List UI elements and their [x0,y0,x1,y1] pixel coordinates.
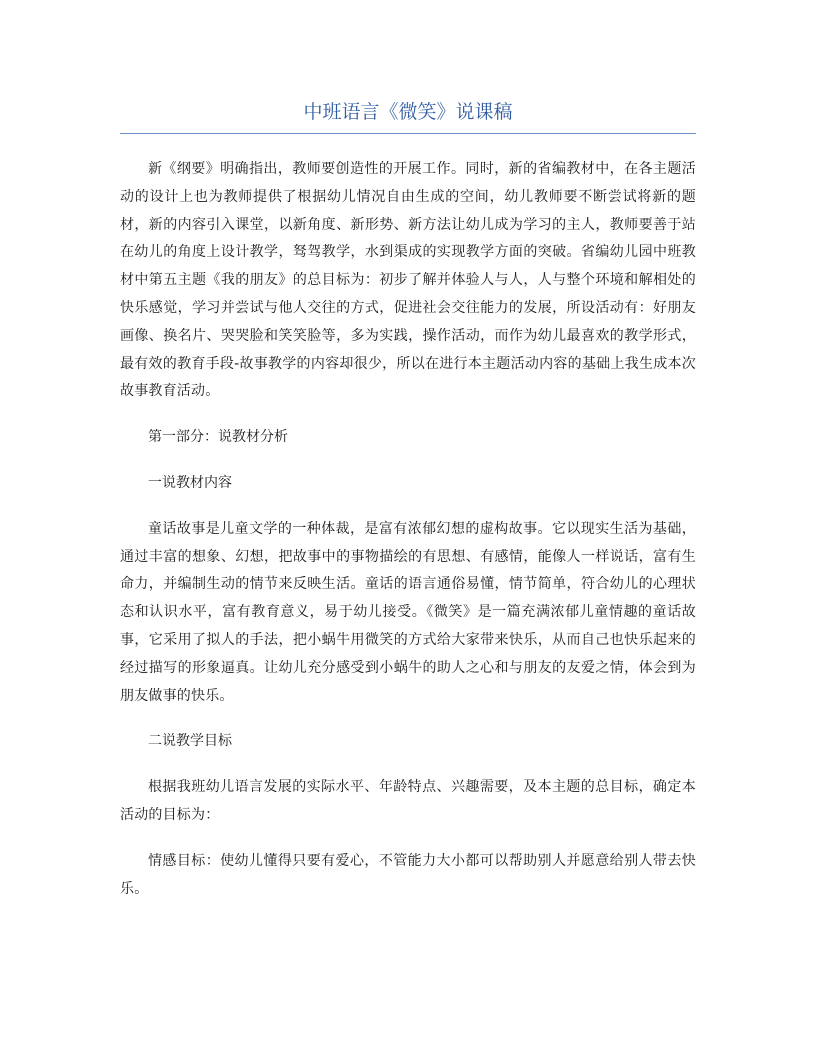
subheading-teaching-goals: 二说教学目标 [148,733,232,750]
section-heading-part-one: 第一部分：说教材分析 [148,429,288,446]
intro-paragraph: 新《纲要》明确指出，教师要创造性的开展工作。同时，新的省编教材中，在各主题活动的设计上也为教师提供了根据幼儿情况自由生成的空间，幼儿教师要不断尝试将新的题材，新的内容引入课堂，以新角度、新形势、新方法让幼儿成为学习的主人，教师要善于站在幼儿的角度上设计教学，驽驾教学，水到渠成的实现教学方面的突破。省编幼儿园中班教材中第五主题《我的朋友》的总目标为：初步了解并体验人与人，人与整个环境和解相处的快乐感觉，学习并尝试与他人交往的方式，促进社会交往能力的发展，所设活动有：好朋友画像、换名片、哭哭脸和笑笑脸等，多为实践，操作活动，而作为幼儿最喜欢的教学形式，最有效的教育手段-故事教学的内容却很少，所以在进行本主题活动内容的基础上我生成本次故事教育活动。 [120,161,696,400]
subheading-material-content: 一说教材内容 [148,474,232,491]
document-body [120,156,696,921]
material-content-paragraph: 童话故事是儿童文学的一种体裁，是富有浓郁幻想的虚构故事。它以现实生活为基础，通过丰富的想象、幻想，把故事中的事物描绘的有思想、有感情，能像人一样说话，富有生命力，并编制生动的情节来反映生活。童话的语言通俗易懂，情节简单，符合幼儿的心理状态和认识水平，富有教育意义，易于幼儿接受。《微笑》是一篇充满浓郁儿童情趣的童话故事，它采用了拟人的手法，把小蜗牛用微笑的方式给大家带来快乐，从而自己也快乐起来的经过描写的形象逼真。让幼儿充分感受到小蜗牛的助人之心和与朋友的友爱之情，体会到为朋友做事的快乐。 [120,520,696,704]
emotional-goal-paragraph: 情感目标：使幼儿懂得只要有爱心，不管能力大小都可以帮助别人并愿意给别人带去快乐。 [120,852,696,897]
title-divider [120,133,696,134]
teaching-goals-paragraph: 根据我班幼儿语言发展的实际水平、年龄特点、兴趣需要，及本主题的总目标，确定本活动的目标为： [120,779,696,823]
document-title: 中班语言《微笑》说课稿 [303,101,513,123]
